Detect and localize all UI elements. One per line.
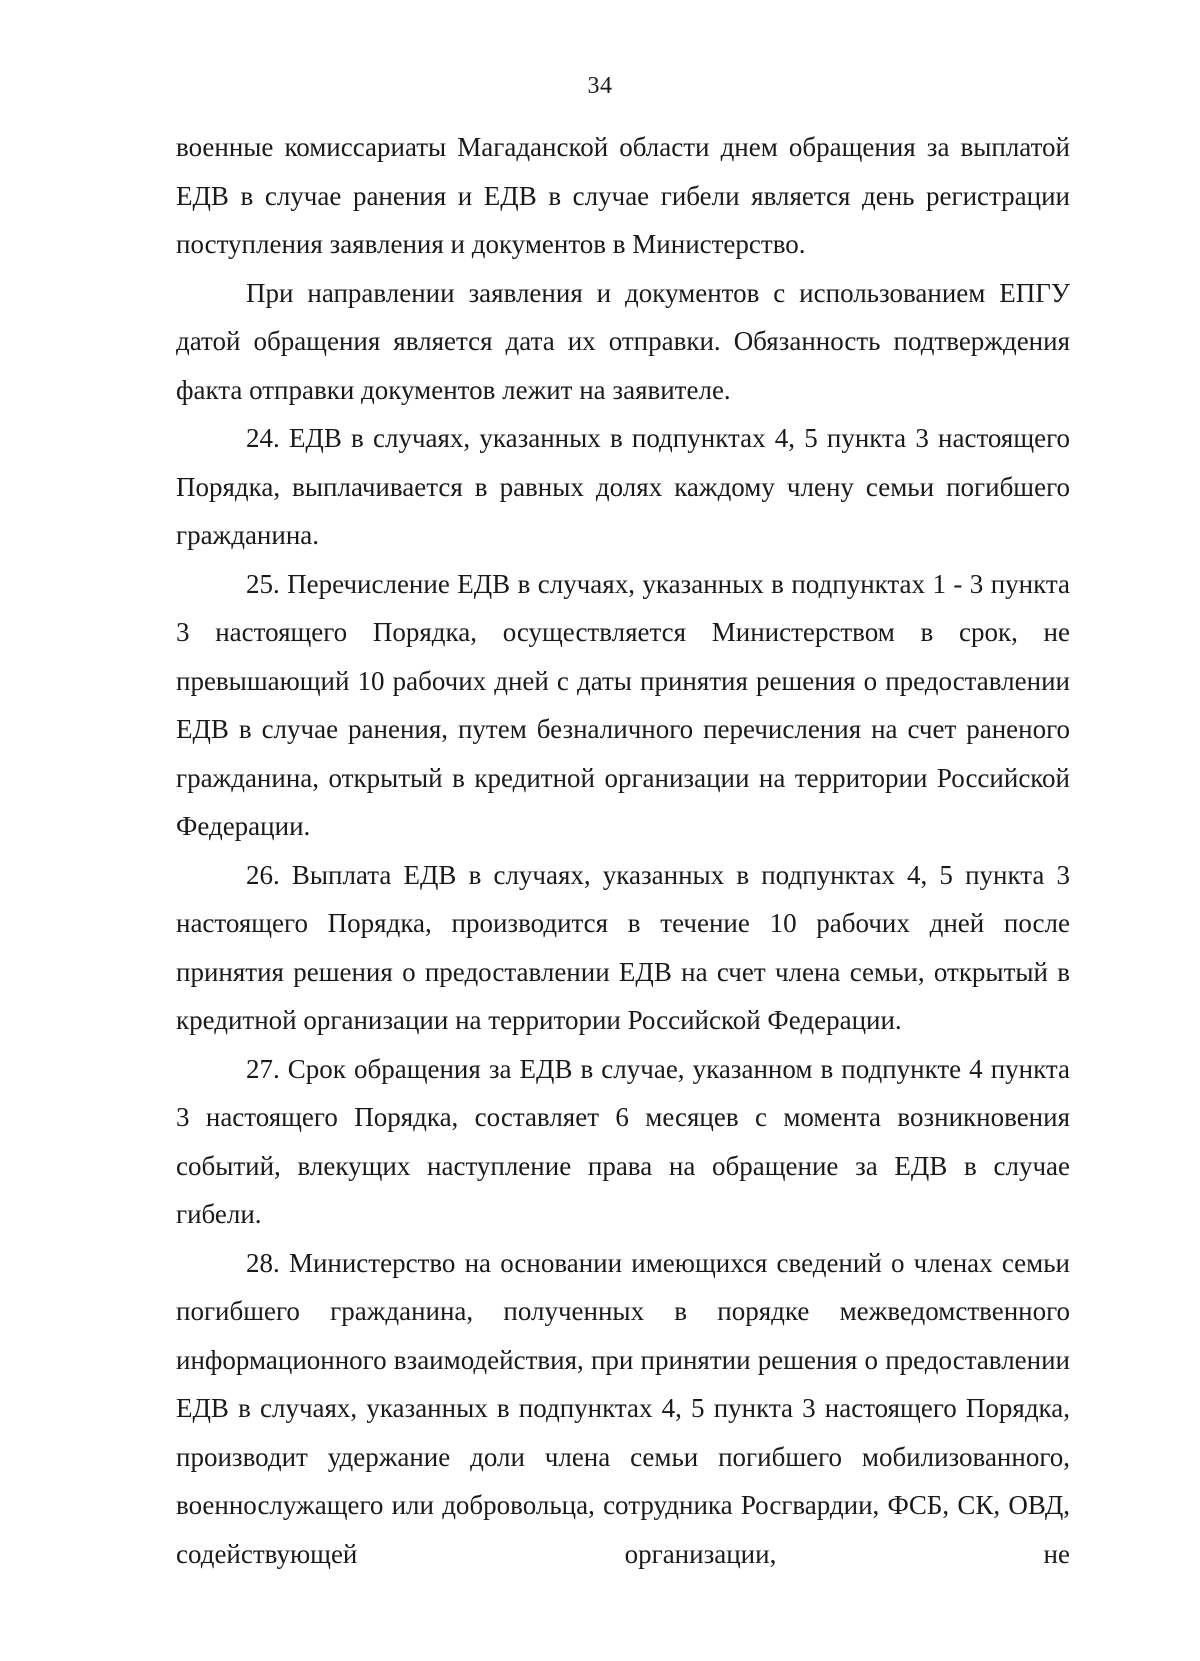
document-body — [176, 123, 1070, 1578]
paragraph-28: 28. Министерство на основании имеющихся сведений о членах семьи погибшего гражданина, полученных в порядке межведомственного информационного взаимодействия, при принятии решения о предоставлении ЕДВ в случаях, указанных в подпунктах 4, 5 пункта 3 настоящего Порядка, производит удержание доли члена семьи погибшего мобилизованного, военнослужащего или добровольца, сотрудника Росгвардии, ФСБ, СК, ОВД, содействующей организации, не — [176, 1247, 1070, 1569]
paragraph-25: 25. Перечисление ЕДВ в случаях, указанных в подпунктах 1 - 3 пункта 3 настоящего Порядка, осуществляется Министерством в срок, не превышающий 10 рабочих дней с даты принятия решения о предоставлении ЕДВ в случае ранения, путем безналичного перечисления на счет раненого гражданина, открытый в кредитной организации на территории Российской Федерации. — [176, 568, 1070, 841]
paragraph-26: 26. Выплата ЕДВ в случаях, указанных в подпунктах 4, 5 пункта 3 настоящего Порядка, производится в течение 10 рабочих дней после принятия решения о предоставлении ЕДВ на счет члена семьи, открытый в кредитной организации на территории Российской Федерации. — [176, 859, 1070, 1035]
paragraph-27: 27. Срок обращения за ЕДВ в случае, указанном в подпункте 4 пункта 3 настоящего Порядка, составляет 6 месяцев с момента возникновения событий, влекущих наступление права на обращение за ЕДВ в случае гибели. — [176, 1053, 1070, 1229]
page-number: 34 — [587, 73, 613, 99]
paragraph-continuation: военные комиссариаты Магаданской области днем обращения за выплатой ЕДВ в случае ранения и ЕДВ в случае гибели является день регистрации поступления заявления и документов в Министерство. — [176, 132, 1070, 259]
paragraph-epgu: При направлении заявления и документов с использованием ЕПГУ датой обращения является дата их отправки. Обязанность подтверждения факта отправки документов лежит на заявителе. — [176, 277, 1070, 405]
paragraph-24: 24. ЕДВ в случаях, указанных в подпунктах 4, 5 пункта 3 настоящего Порядка, выплачивается в равных долях каждому члену семьи погибшего гражданина. — [176, 423, 1070, 550]
